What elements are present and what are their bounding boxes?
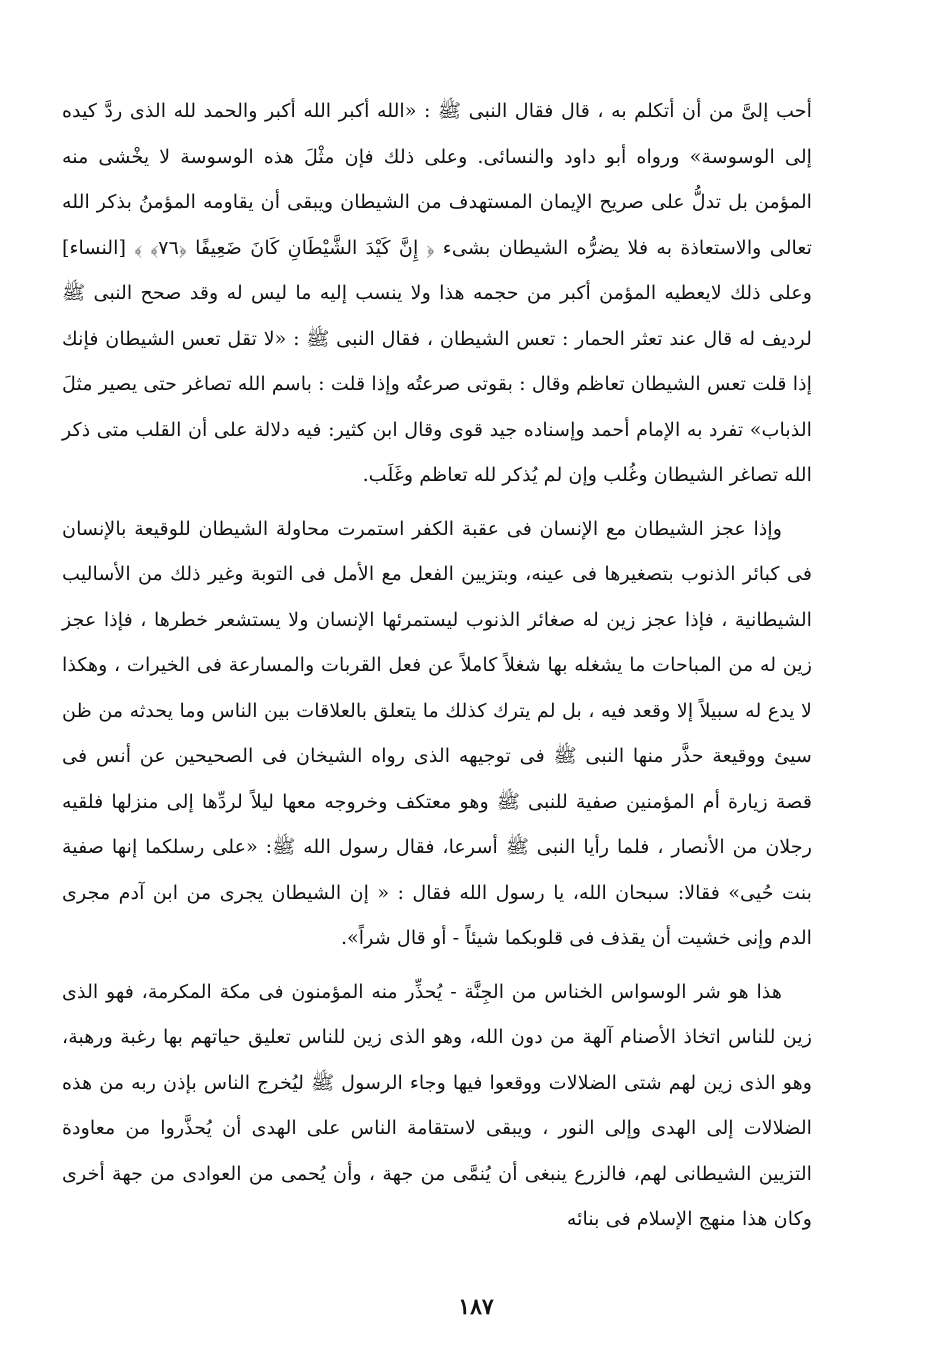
paragraph-1: أحب إلىَّ من أن أتكلم به ، قال فقال النبى ﷺ : «الله أكبر الله أكبر والحمد لله الذى ردَّ كيده إلى الوسوسة» ورواه أبو داود والنسائى. وعلى ذلك فإن مثْلَ هذه الوسوسة لا يخْشى منه المؤمن بل تدلُّ على صريح الإيمان المستهدف من الشيطان ويبقى أن يقاومه المؤمنُ بذكر الله تعالى والاستعاذة به فلا يضرُّه الشيطان بشىء ﴿ إِنَّ كَيْدَ الشَّيْطَانِ كَانَ ضَعِيفًا ﴿٧٦﴾ ﴾ [النساء] وعلى ذلك لايعطيه المؤمن أكبر من حجمه هذا ولا ينسب إليه ما ليس له وقد صحح النبى ﷺ لرديف له قال عند تعثر الحمار : تعس الشيطان ، فقال النبى ﷺ : «لا تقل تعس الشيطان فإنك إذا قلت تعس الشيطان تعاظم وقال : بقوتى صرعتُه وإذا قلت : باسم الله تصاغر حتى يصير مثلَ الذباب» تفرد به الإمام أحمد وإسناده جيد قوى وقال ابن كثير: فيه دلالة على أن القلب متى ذكر الله تصاغر الشيطان وغُلب وإن لم يُذكر لله تعاظم وغَلَب.: [62, 99, 812, 486]
page-number: ١٨٧: [458, 1294, 494, 1320]
paragraph-2: وإذا عجز الشيطان مع الإنسان فى عقبة الكفر استمرت محاولة الشيطان للوقيعة بالإنسان فى كبائر الذنوب بتصغيرها فى عينه، وبتزيين الفعل مع الأمل فى التوبة وغير ذلك من الأساليب الشيطانية ، فإذا عجز زين له صغائر الذنوب ليستمرئها الإنسان ولا يستشعر خطرها ، فإذا عجز زين له من المباحات ما يشغله بها شغلاً كاملاً عن فعل القربات والمسارعة فى الخيرات ، وهكذا لا يدع له سبيلاً إلا وقعد فيه ، بل لم يترك كذلك ما يتعلق بالعلاقات بين الناس وما يحدثه من ظن سيئ ووقيعة حذَّر منها النبى ﷺ فى توجيهه الذى رواه الشيخان فى الصحيحين عن أنس فى قصة زيارة أم المؤمنين صفية للنبى ﷺ وهو معتكف وخروجه معها ليلاً لردِّها إلى منزلها فلقيه رجلان من الأنصار ، فلما رأيا النبى ﷺ أسرعا، فقال رسول الله ﷺ: «على رسلكما إنها صفية بنت حُيى» فقالا: سبحان الله، يا رسول الله فقال : « إن الشيطان يجرى من ابن آدم مجرى الدم وإنى خشيت أن يقذف فى قلوبكما شيئاً - أو قال شراً».: [62, 516, 812, 949]
page-body: [62, 88, 812, 1250]
paragraph-3: هذا هو شر الوسواس الخناس من الجِنَّة - يُحذِّر منه المؤمنون فى مكة المكرمة، فهو الذى زين للناس اتخاذ الأصنام آلهة من دون الله، وهو الذى زين للناس تعليق حياتهم بها رغبة ورهبة، وهو الذى زين لهم شتى الضلالات ووقعوا فيها وجاء الرسول ﷺ ليُخرج الناس بإذن ربه من هذه الضلالات إلى الهدى وإلى النور ، ويبقى لاستقامة الناس على الهدى أن يُحذَّروا من معاودة التزيين الشيطانى لهم، فالزرع ينبغى أن يُنمَّى من جهة ، وأن يُحمى من العوادى من جهة أخرى وكان هذا منهج الإسلام فى بنائه: [62, 979, 812, 1230]
